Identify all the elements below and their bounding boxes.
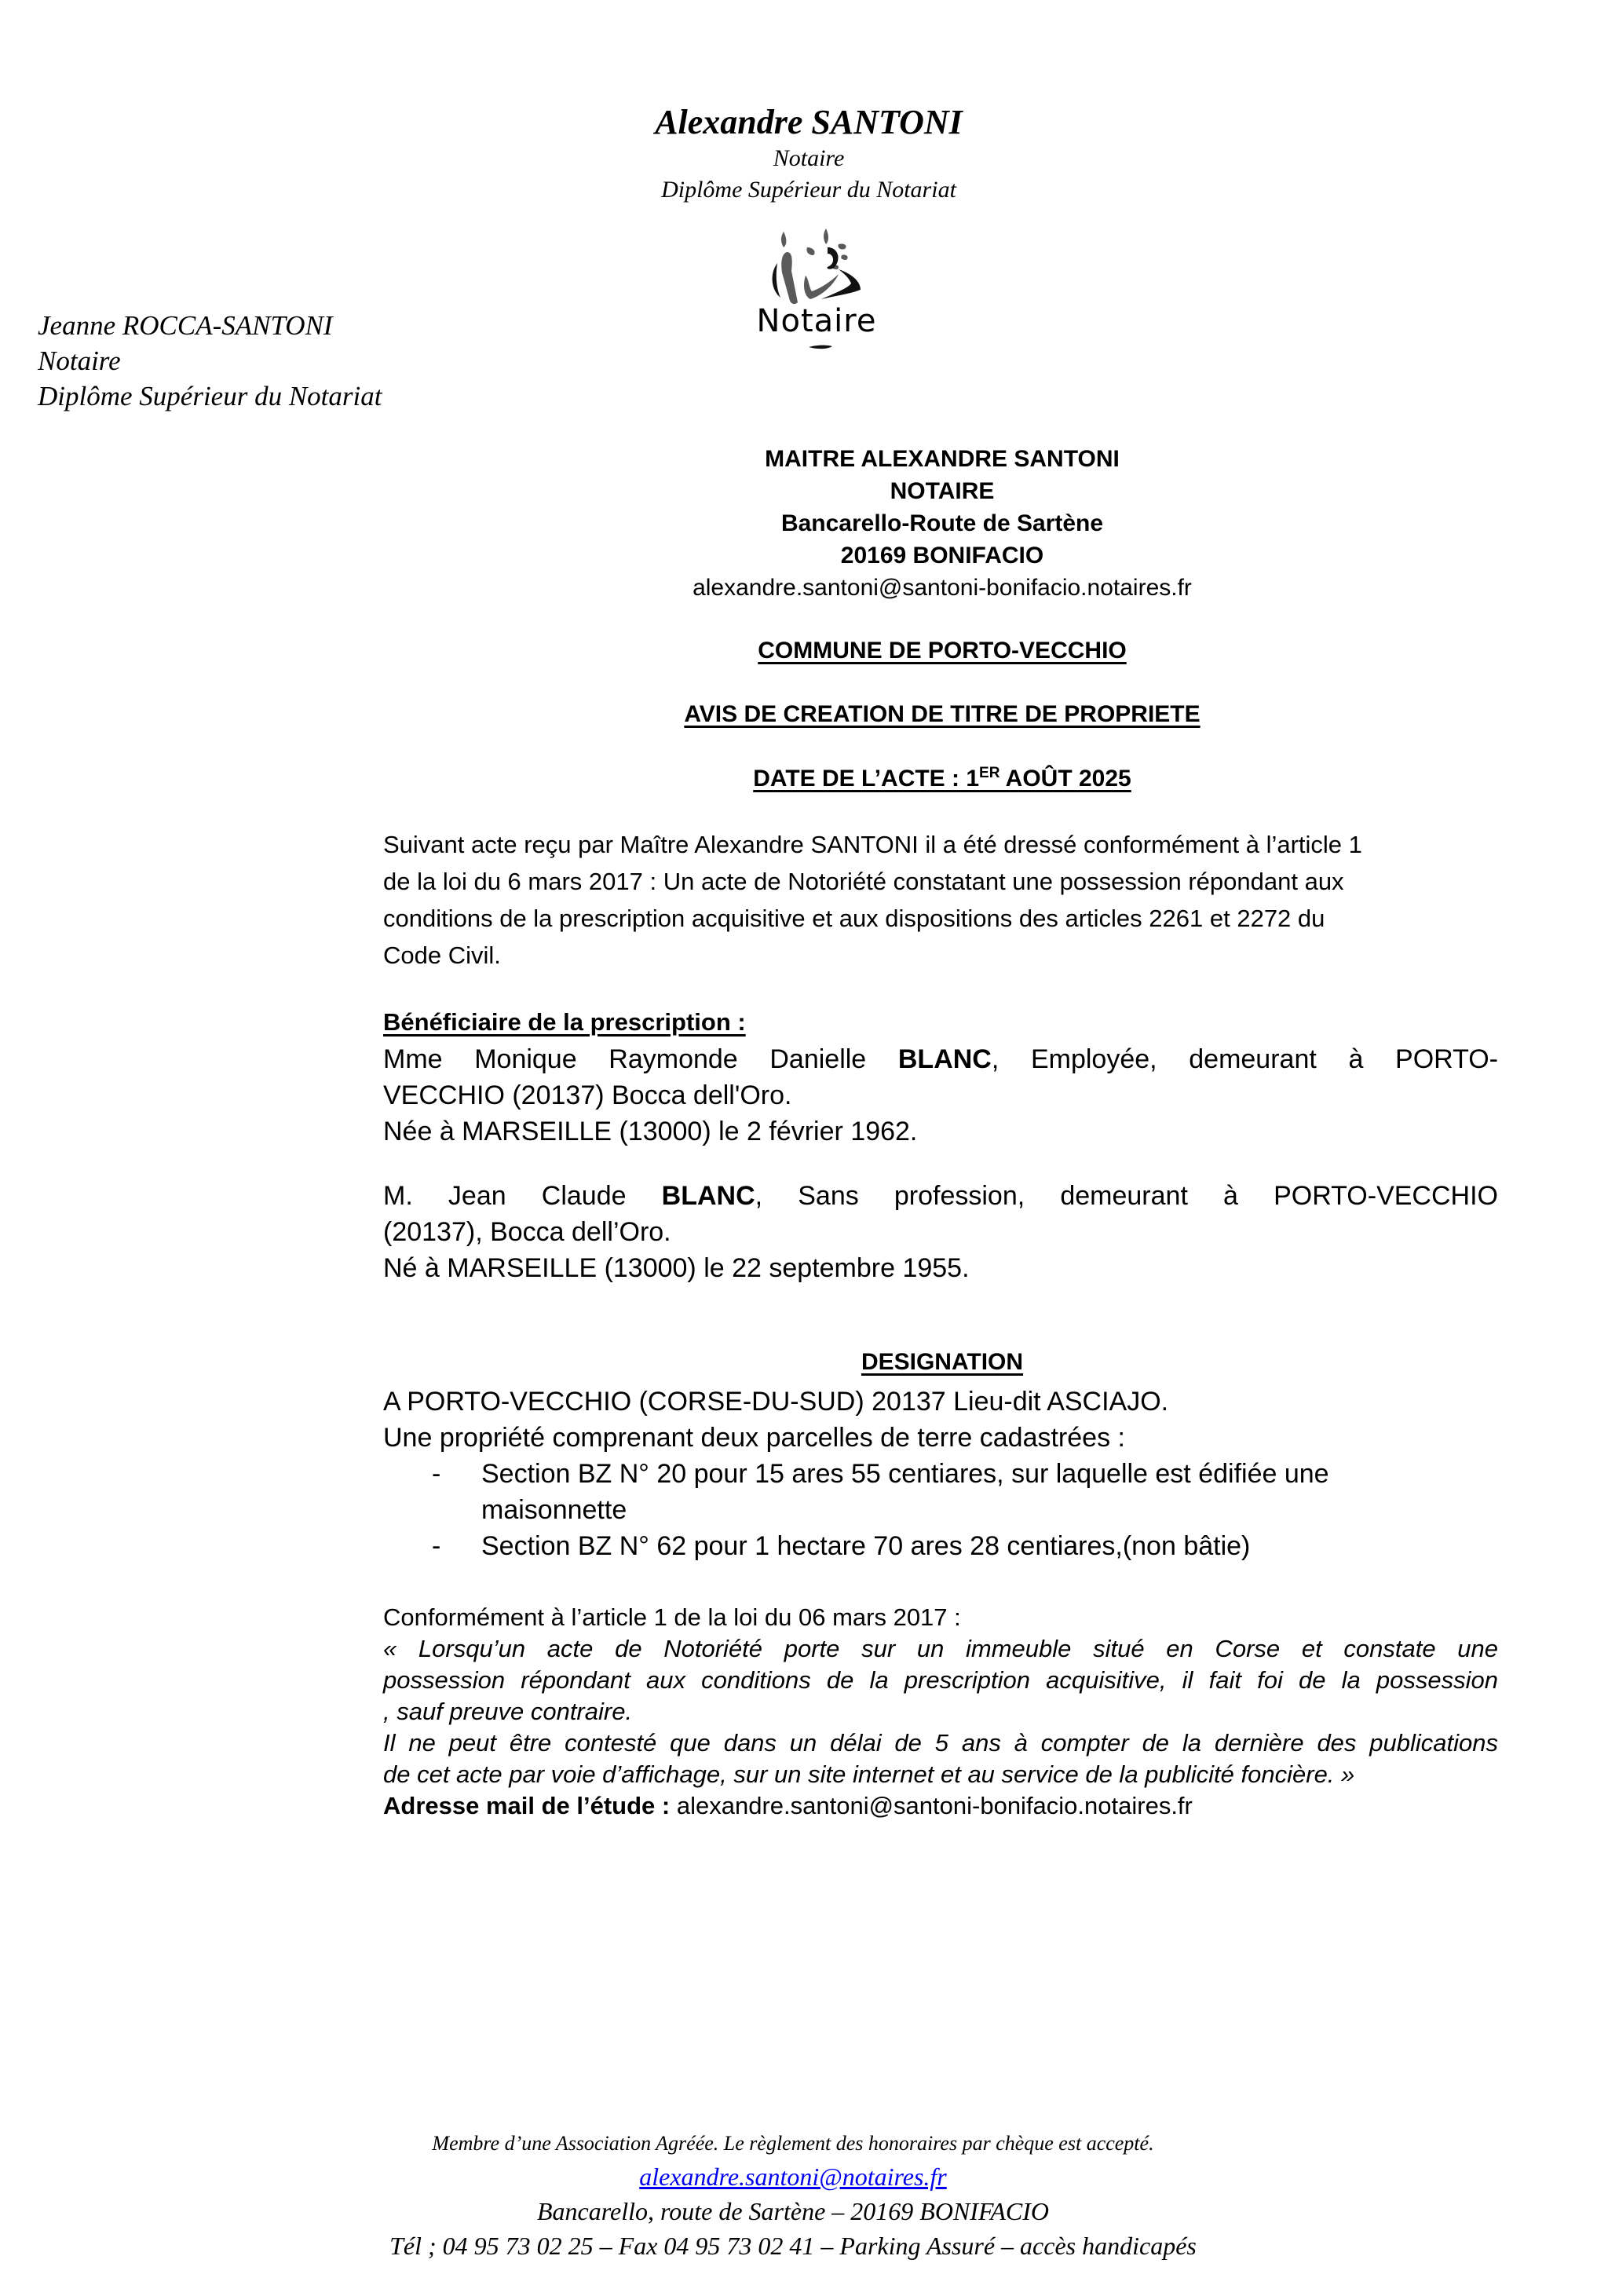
notary-title: Notaire: [773, 145, 845, 171]
logo-label: Notaire: [756, 303, 877, 339]
act-date-heading: [377, 765, 1507, 792]
page-footer: [314, 2128, 1272, 2263]
footer-membership: Membre d’une Association Agréée. Le règlement des honoraires par chèque est accepté.: [432, 2132, 1154, 2155]
law-quote-line: , sauf preuve contraire.: [383, 1698, 633, 1725]
act-date-suffix: AOÛT 2025: [999, 766, 1131, 792]
notary-diploma: Diplôme Supérieur du Notariat: [661, 177, 956, 203]
notary-header: [550, 102, 1068, 206]
law-quote-line: possession répondant aux conditions de la prescription acquisitive, il fait foi de la possession: [383, 1666, 1498, 1694]
beneficiary-2: [383, 1178, 1498, 1286]
parcel-line: maisonnette: [481, 1495, 627, 1525]
beneficiaries-title: Bénéficiaire de la prescription :: [383, 1008, 746, 1036]
notice-title-text: AVIS DE CREATION DE TITRE DE PROPRIETE: [684, 701, 1200, 727]
designation-intro: Une propriété comprenant deux parcelles de terre cadastrées :: [383, 1423, 1125, 1453]
associate-name: Jeanne ROCCA-SANTONI: [38, 310, 333, 341]
designation-section: [383, 1384, 1498, 1564]
beneficiary-1-details: , Employée, demeurant à PORTO-: [991, 1044, 1498, 1074]
office-email: alexandre.santoni@santoni-bonifacio.notaires.fr: [693, 575, 1192, 601]
law-quote-line: « Lorsqu’un acte de Notoriété porte sur un immeuble situé en Corse et constate une: [383, 1635, 1498, 1662]
intro-line: de la loi du 6 mars 2017 : Un acte de Notoriété constatant une possession répondant aux: [383, 868, 1344, 895]
footer-contact: Tél ; 04 95 73 02 25 – Fax 04 95 73 02 41 – Parking Assuré – accès handicapés: [389, 2232, 1197, 2260]
office-mail-line: [383, 1790, 1498, 1822]
law-section: [383, 1602, 1498, 1822]
beneficiary-2-birth: Né à MARSEILLE (13000) le 22 septembre 1955.: [383, 1253, 970, 1283]
notary-name: Alexandre SANTONI: [655, 103, 963, 141]
office-line-4: 20169 BONIFACIO: [840, 543, 1044, 569]
notice-title-heading: [377, 701, 1507, 728]
intro-paragraph: [383, 826, 1498, 974]
office-mail-label: Adresse mail de l’étude :: [383, 1792, 671, 1819]
beneficiary-2-line-2: (20137), Bocca dell’Oro.: [383, 1217, 671, 1247]
associate-diploma: Diplôme Supérieur du Notariat: [38, 381, 382, 411]
designation-heading-text: DESIGNATION: [861, 1349, 1024, 1375]
associate-title: Notaire: [38, 345, 121, 376]
commune-heading-text: COMMUNE DE PORTO-VECCHIO: [758, 638, 1127, 664]
beneficiary-2-given-names: M. Jean Claude: [383, 1181, 662, 1211]
beneficiary-1-line-1: [383, 1041, 1498, 1077]
parcel-item: [383, 1456, 1498, 1528]
law-quote: [383, 1633, 1498, 1790]
act-date-superscript: ER: [979, 765, 1000, 781]
intro-line: Suivant acte reçu par Maître Alexandre SANTONI il a été dressé conformément à l’article 1: [383, 831, 1362, 858]
beneficiary-2-line-1: [383, 1178, 1498, 1214]
footer-email-link[interactable]: alexandre.santoni@notaires.fr: [639, 2163, 947, 2191]
notaire-logo: [746, 224, 887, 357]
law-intro: Conformément à l’article 1 de la loi du 06 mars 2017 :: [383, 1603, 961, 1631]
parcel-line: Section BZ N° 20 pour 15 ares 55 centiares, sur laquelle est édifiée une: [481, 1459, 1329, 1489]
office-mail-value: alexandre.santoni@santoni-bonifacio.notaires.fr: [670, 1792, 1193, 1819]
office-line-1: MAITRE ALEXANDRE SANTONI: [765, 446, 1120, 472]
office-address-block: [550, 443, 1335, 604]
footer-address: Bancarello, route de Sartène – 20169 BONIFACIO: [536, 2197, 1050, 2225]
intro-line: conditions de la prescription acquisitive et aux dispositions des articles 2261 et 2272 du: [383, 905, 1325, 932]
beneficiary-2-details: , Sans profession, demeurant à PORTO-VECCHIO: [755, 1181, 1498, 1211]
beneficiary-1: [383, 1041, 1498, 1150]
designation-heading: [377, 1349, 1507, 1376]
office-line-3: Bancarello-Route de Sartène: [780, 510, 1104, 536]
designation-location: A PORTO-VECCHIO (CORSE-DU-SUD) 20137 Lieu-dit ASCIAJO.: [383, 1387, 1169, 1417]
beneficiary-1-surname: BLANC: [897, 1044, 992, 1074]
beneficiary-1-line-2: VECCHIO (20137) Bocca dell'Oro.: [383, 1080, 792, 1110]
bullet-dash: -: [432, 1531, 441, 1561]
beneficiaries-section: [383, 1004, 1498, 1040]
bullet-dash: -: [432, 1459, 441, 1489]
beneficiary-1-given-names: Mme Monique Raymonde Danielle: [383, 1044, 898, 1074]
office-line-2: NOTAIRE: [890, 478, 995, 504]
act-date-prefix: DATE DE L’ACTE : 1: [753, 766, 980, 792]
intro-line: Code Civil.: [383, 941, 501, 969]
beneficiary-1-birth: Née à MARSEILLE (13000) le 2 février 1962.: [383, 1117, 918, 1146]
associate-header: [38, 308, 382, 414]
commune-heading: [377, 638, 1507, 664]
parcel-line: Section BZ N° 62 pour 1 hectare 70 ares 28 centiares,(non bâtie): [481, 1531, 1251, 1561]
beneficiary-2-surname: BLANC: [661, 1181, 755, 1211]
law-quote-line: Il ne peut être contesté que dans un délai de 5 ans à compter de la dernière des publications: [383, 1729, 1498, 1757]
law-quote-line: de cet acte par voie d’affichage, sur un site internet et au service de la publicité foncière. »: [383, 1760, 1355, 1788]
parcel-item: [383, 1528, 1498, 1564]
act-date-text: [753, 766, 1131, 792]
